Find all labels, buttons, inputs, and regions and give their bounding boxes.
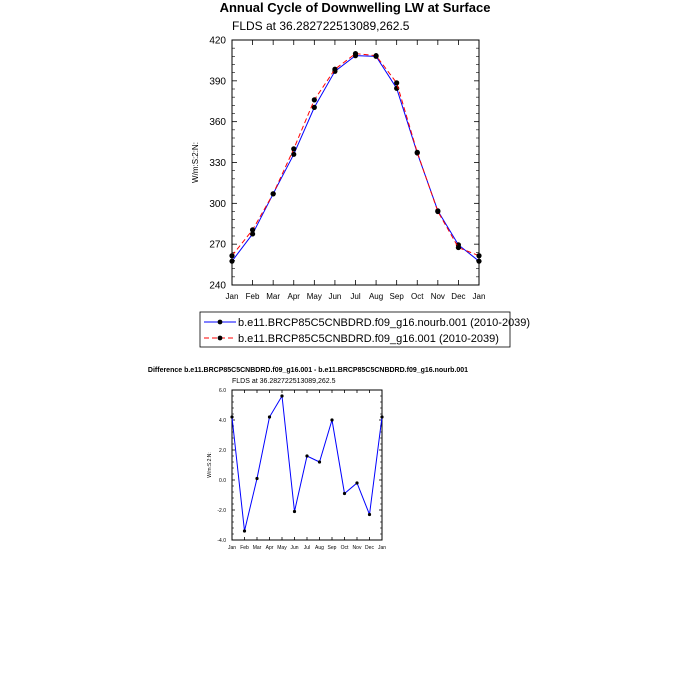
chart2-x-tick-label: Oct xyxy=(340,545,349,551)
chart2-x-tick-label: Jan xyxy=(227,545,237,551)
chart2-subtitle: FLDS at 36.282722513089,262.5 xyxy=(232,378,336,385)
chart1-series-1-point xyxy=(476,259,481,264)
chart1-y-tick-label: 330 xyxy=(209,158,226,169)
chart1-series-2-point xyxy=(353,51,358,56)
chart1-y-tick-label: 420 xyxy=(209,35,226,47)
chart1-x-tick-label: Apr xyxy=(287,292,300,301)
chart1-series-2-point xyxy=(373,53,378,58)
chart1-series-2-point xyxy=(476,253,481,258)
chart1-series-2-point xyxy=(415,150,420,155)
chart2-series-1-line xyxy=(232,396,382,531)
chart1-y-tick-label: 270 xyxy=(209,239,226,251)
chart1-series-2-line xyxy=(232,54,479,256)
chart2-series-1-point xyxy=(230,415,233,418)
chart2-series-1-point xyxy=(255,477,258,480)
chart2-x-tick-label: Aug xyxy=(315,545,324,551)
chart2-x-tick-label: Jan xyxy=(377,545,387,551)
chart1-y-tick-label: 360 xyxy=(209,117,226,129)
chart1-legend-label-1: b.e11.BRCP85C5CNBDRD.f09_g16.nourb.001 (2010-2039) xyxy=(238,317,531,329)
chart2-x-tick-label: Sep xyxy=(327,545,337,551)
chart1-x-tick-label: Oct xyxy=(411,292,424,301)
chart1-series-2-point xyxy=(250,227,255,232)
chart1-series-1-point xyxy=(291,152,296,157)
chart2-y-tick-label: -2.0 xyxy=(217,507,226,514)
chart1-series-2-point xyxy=(456,245,461,250)
chart1-legend-marker-2 xyxy=(218,336,223,341)
chart1-series-1-line xyxy=(232,56,479,262)
chart1-legend-marker-1 xyxy=(218,320,223,325)
chart2-series-1-point xyxy=(268,415,271,418)
chart1-x-tick-label: Feb xyxy=(245,292,260,301)
chart1-series-2-point xyxy=(435,209,440,214)
chart2-series-1-point xyxy=(380,415,383,418)
chart1-series-1-point xyxy=(312,105,317,110)
chart2-title: Difference b.e11.BRCP85C5CNBDRD.f09_g16.001 - b.e11.BRCP85C5CNBDRD.f09_g16.nourb.001 xyxy=(147,367,469,374)
chart1-x-tick-label: Aug xyxy=(368,292,384,301)
chart1-y-tick-label: 240 xyxy=(209,280,226,292)
chart1-y-axis-label: W/m:S:2:N: xyxy=(191,142,200,183)
chart2-series-1-point xyxy=(280,394,283,397)
chart1-series-2-point xyxy=(229,253,234,258)
chart1-subtitle: FLDS at 36.282722513089,262.5 xyxy=(232,19,410,33)
chart2-series-1-point xyxy=(368,513,371,516)
chart2-x-tick-label: Dec xyxy=(365,545,374,551)
chart2-x-tick-label: Mar xyxy=(252,545,262,551)
chart2-series-1-point xyxy=(293,510,296,513)
chart1-x-tick-label: Nov xyxy=(430,292,445,301)
chart2-x-tick-label: Apr xyxy=(265,545,274,551)
chart2-x-tick-label: Jul xyxy=(303,545,311,551)
chart1-x-tick-label: Sep xyxy=(389,292,404,301)
chart1-title: Annual Cycle of Downwelling LW at Surface xyxy=(219,0,491,15)
chart1-x-tick-label: Dec xyxy=(451,292,466,301)
chart1-series-2-point xyxy=(394,80,399,85)
chart2-series-1-point xyxy=(330,418,333,421)
chart2-x-tick-label: Nov xyxy=(352,545,362,551)
chart2-y-tick-label: 0.0 xyxy=(219,477,226,484)
chart2-plot-frame xyxy=(232,390,382,540)
chart1-series-2-point xyxy=(312,97,317,102)
chart2-series-1-point xyxy=(318,460,321,463)
chart1-legend-label-2: b.e11.BRCP85C5CNBDRD.f09_g16.001 (2010-2039) xyxy=(238,333,499,345)
chart2-x-tick-label: May xyxy=(277,545,287,551)
chart2-x-tick-label: Feb xyxy=(240,545,249,551)
chart2-y-tick-label: 2.0 xyxy=(219,447,226,454)
chart1-plot-frame xyxy=(232,40,479,285)
chart1-series-2-point xyxy=(291,146,296,151)
chart2-y-tick-label: 4.0 xyxy=(219,417,226,424)
chart2-series-1-point xyxy=(243,529,246,532)
chart1-x-tick-label: May xyxy=(306,292,322,301)
chart2-y-tick-label: -4.0 xyxy=(217,537,226,544)
chart2-x-tick-label: Jun xyxy=(290,545,299,551)
chart1-x-tick-label: Jan xyxy=(472,292,486,301)
chart1-x-tick-label: Jun xyxy=(328,292,342,301)
chart1-y-tick-label: 300 xyxy=(209,198,226,210)
chart1-x-tick-label: Jul xyxy=(350,292,361,301)
chart2-y-axis-label: W/m:S:2:N: xyxy=(207,452,213,478)
chart1-series-2-point xyxy=(271,191,276,196)
chart1-series-2-point xyxy=(332,67,337,72)
chart2-series-1-point xyxy=(305,454,308,457)
chart2-series-1-point xyxy=(355,481,358,484)
chart1-x-tick-label: Jan xyxy=(225,292,239,301)
chart2-y-tick-label: 6.0 xyxy=(219,387,226,394)
chart1-series-1-point xyxy=(229,259,234,264)
chart1-y-tick-label: 390 xyxy=(209,76,226,88)
chart2-series-1-point xyxy=(343,492,346,495)
chart1-x-tick-label: Mar xyxy=(266,292,281,301)
